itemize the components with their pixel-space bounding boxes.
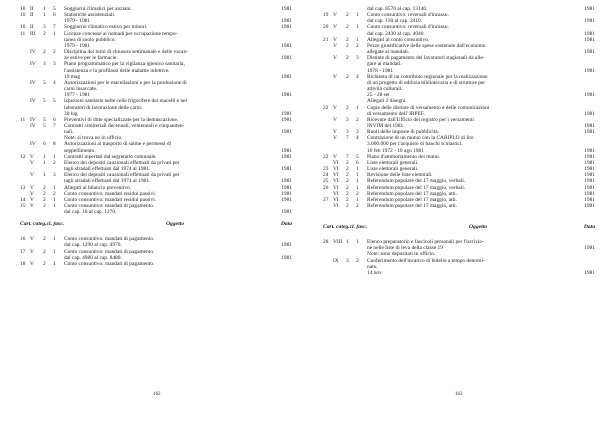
cell-fascicolo: 1 <box>356 239 359 246</box>
cell-categoria: II <box>30 12 34 19</box>
left-column-header <box>20 221 292 228</box>
cell-cartella <box>323 270 333 276</box>
cell-oggetto: Elenco dei depositi cauzionali effettuati da privati per <box>64 159 180 166</box>
cell-oggetto: Ispezioni sanitarie nelle celle frigorifere dei macelli e nei <box>64 98 188 105</box>
cell-data: 1981 <box>281 92 292 99</box>
cell-fascicolo: 6 <box>356 159 359 166</box>
cell-oggetto: carni insaccate. <box>64 86 98 93</box>
cell-oggetto: 3.000.000 per l'acquisto di banchi scolastici. <box>367 141 463 148</box>
cell-oggetto: Referendum popolare del 17 maggio, atti. <box>367 190 457 197</box>
cell-data: 1981 <box>584 245 595 252</box>
cell-categoria: IV <box>30 49 36 56</box>
cell-oggetto: Note: si trova no in ufficio. <box>64 135 123 142</box>
cell-data: 1981 <box>584 30 595 37</box>
cell-oggetto: 1979 - 1981 <box>64 42 91 49</box>
cell-classe: 2 <box>346 172 349 179</box>
cell-oggetto: Conto consuntivo: reversali d'incasso. <box>367 12 449 19</box>
cell-fascicolo: 1 <box>356 36 359 43</box>
cell-fascicolo: 3 <box>356 129 359 136</box>
cell-fascicolo: 1 <box>356 172 359 179</box>
cell-data: 1981 <box>281 18 292 25</box>
header-cart: Cart. categ.cl. fasc. <box>20 221 65 228</box>
cell-oggetto: tagli stradali effettuati dal 1974 al 1981. <box>64 166 151 173</box>
header-oggetto: Oggetto <box>468 224 488 231</box>
cell-categoria: II <box>30 24 34 31</box>
cell-oggetto: Contratti repertati dal segretario comunale. <box>64 153 157 160</box>
cell-categoria: V <box>333 104 337 111</box>
cell-data: 1981 <box>584 67 595 74</box>
cell-oggetto: Ricevute dall'Ufficio del registro per i versamenti <box>367 116 474 123</box>
cell-oggetto: dal cap. 130 al cap. 2410. <box>367 18 423 25</box>
cell-oggetto: Note: sono depositati in ufficio. <box>367 251 436 258</box>
cell-data: 1981 <box>584 269 595 276</box>
cell-oggetto: laboratori di lavorazione delle carni. <box>64 104 143 111</box>
cell-oggetto: Referendum popolare del 17 maggio, verbali. <box>367 178 466 185</box>
cell-fascicolo: 2 <box>53 49 56 56</box>
cell-data: 1981 <box>584 196 595 203</box>
cell-oggetto: Allegati al bilancio preventivo. <box>64 184 132 191</box>
cell-oggetto: attività culturali. <box>367 86 403 93</box>
cell-fascicolo: 1 <box>53 236 56 243</box>
cell-categoria <box>333 270 346 276</box>
cell-oggetto: Contrazione di un mutuo con la CARIPLO di lire <box>367 135 474 142</box>
cell-classe: 2 <box>43 236 46 243</box>
cell-classe: 2 <box>346 203 349 209</box>
cell-oggetto: Soggiorni climatici per anziani. <box>64 6 132 12</box>
cell-oggetto: Conto consuntivo: mandati di pagamento. <box>64 260 155 267</box>
cell-oggetto: l'assistenza e la profilassi delle malattie infettive. <box>64 67 170 74</box>
cell-data: 1981 <box>584 203 595 209</box>
cell-cartella: 24 <box>323 172 329 179</box>
cell-classe: 5 <box>43 122 46 129</box>
cell-fascicolo: 4 <box>356 73 359 80</box>
cell-oggetto: gare ai mandati. <box>367 61 402 68</box>
cell-fascicolo: 1 <box>356 178 359 185</box>
cell-fascicolo: 5 <box>53 98 56 105</box>
cell-oggetto: tagli stradali effettuati dal 1974 al 1981. <box>64 178 151 185</box>
right-page <box>323 6 595 276</box>
cell-data: 1981 <box>584 190 595 197</box>
cell-classe: 6 <box>43 141 46 148</box>
cell-oggetto: Conto consuntivo: mandati residui passivi. <box>64 196 157 203</box>
cell-categoria: V <box>333 116 337 123</box>
table-row <box>323 270 595 276</box>
cell-categoria: V <box>333 129 337 136</box>
cell-categoria: V <box>333 36 337 43</box>
cell-oggetto: Pezze giustificative delle spese sostenute dall'economo <box>367 42 486 49</box>
cell-oggetto: Piano d'ammortamento dei mutui. <box>367 153 441 160</box>
cell-oggetto: dal cap. 10 al cap. 1270. <box>64 209 117 216</box>
cell-fascicolo: 2 <box>356 116 359 123</box>
cell-classe: 1 <box>346 239 349 246</box>
cell-data: 1981 <box>281 147 292 154</box>
cell-classe: 2 <box>43 190 46 197</box>
cell-categoria: V <box>333 73 337 80</box>
cell-classe: 2 <box>43 248 46 255</box>
cell-oggetto: Referendum popolare del 17 maggio, atti. <box>367 203 457 209</box>
cell-data: 1981 <box>584 178 595 185</box>
cell-oggetto: Liste elettorali generali. <box>367 166 419 173</box>
cell-fascicolo: 1 <box>53 248 56 255</box>
cell-classe: 2 <box>43 184 46 191</box>
cell-categoria: VIII <box>333 239 343 246</box>
cell-oggetto: dal cap. 2430 al cap. 4040. <box>367 30 425 37</box>
cell-oggetto: Piano programmatico per la vigilanza igienico sanitaria, <box>64 61 185 68</box>
cell-oggetto: Ruoli delle imposte di pubblicità. <box>367 129 440 136</box>
cell-oggetto: Conto consuntivo: mandati residui passivi. <box>64 190 157 197</box>
cell-categoria: V <box>30 159 34 166</box>
cell-oggetto: Liste elettorali generali. <box>367 159 419 166</box>
header-oggetto: Oggetto <box>165 221 185 228</box>
cell-data: 1981 <box>281 242 292 249</box>
cell-categoria: VI <box>333 172 339 179</box>
cell-oggetto: Autorizzazioni per le macellazioni e per la produzione di <box>64 79 187 86</box>
cell-oggetto: dal cap. 8570 al cap. 13140. <box>367 6 428 12</box>
cell-cartella: 22 <box>323 153 329 160</box>
cell-categoria <box>30 209 43 215</box>
cell-fascicolo: 7 <box>53 122 56 129</box>
cell-cartella: 23 <box>323 166 329 173</box>
cell-fascicolo: 1 <box>356 196 359 203</box>
cell-cartella: 13 <box>20 184 26 191</box>
cell-oggetto: Licenze concesse ai nomadi per occupazione tempo- <box>64 30 178 37</box>
cell-oggetto: ne nelle liste di leva della classe 19 <box>367 245 443 252</box>
cell-data: 1981 <box>281 24 292 31</box>
cell-classe: 3 <box>346 129 349 136</box>
cell-oggetto: 25 - 28 set <box>367 92 390 99</box>
cell-fascicolo: 2 <box>53 190 56 197</box>
cell-data: 1981 <box>281 116 292 123</box>
left-page <box>20 6 292 267</box>
cell-oggetto: ranea di suolo pubblico. <box>64 36 116 43</box>
cell-fascicolo: 2 <box>356 42 359 49</box>
cell-data: 1981 <box>281 73 292 80</box>
cell-classe: 2 <box>346 55 349 62</box>
cell-categoria: V <box>333 24 337 31</box>
cell-categoria: V <box>30 153 34 160</box>
cell-classe: 2 <box>346 24 349 31</box>
cell-classe: 2 <box>346 166 349 173</box>
cell-classe: 2 <box>346 12 349 19</box>
cell-data <box>270 261 292 267</box>
cell-data: 1981 <box>584 166 595 173</box>
left-rows-top <box>20 6 292 215</box>
cell-cartella: 21 <box>323 36 329 43</box>
cell-classe: 2 <box>43 49 46 56</box>
cell-fascicolo: 2 <box>53 159 56 166</box>
cell-data: 1981 <box>584 92 595 99</box>
cell-oggetto: Richiesta di un contributo regionale per la realizzazione <box>367 73 488 80</box>
cell-cartella: 15 <box>20 203 26 209</box>
cell-categoria: V <box>333 12 337 19</box>
cell-data: 1981 <box>281 196 292 203</box>
cell-fascicolo: 3 <box>53 61 56 68</box>
cell-fascicolo: 2 <box>356 257 359 264</box>
cell-classe: 2 <box>346 159 349 166</box>
cell-classe: 2 <box>346 190 349 197</box>
cell-classe: 2 <box>43 203 46 209</box>
cell-oggetto: dal cap. 1290 al cap. 4970. <box>64 242 122 249</box>
cell-data: 1981 <box>584 49 595 56</box>
cell-oggetto: 1977 - 1981 <box>64 92 91 99</box>
cell-oggetto: Conto consuntivo: mandati di pagamento. <box>64 248 155 255</box>
cell-classe: 1 <box>43 159 46 166</box>
cell-categoria: IV <box>30 98 36 105</box>
header-data: Data <box>583 224 595 231</box>
cell-categoria: IV <box>30 79 36 86</box>
cell-data: 1981 <box>281 209 292 216</box>
cell-fascicolo <box>356 270 367 276</box>
cell-classe <box>346 270 356 276</box>
cell-fascicolo: 3 <box>53 172 56 179</box>
cell-cartella: 10 <box>20 12 26 19</box>
cell-cartella: 14 <box>20 196 26 203</box>
cell-data: 1981 <box>584 147 595 154</box>
cell-data: 1981 <box>281 166 292 173</box>
cell-categoria: VI <box>333 196 339 203</box>
cell-classe: 1 <box>43 153 46 160</box>
cell-classe: 1 <box>43 172 46 179</box>
cell-data: 1981 <box>281 254 292 261</box>
cell-categoria: V <box>30 203 34 209</box>
cell-cartella: 19 <box>323 12 329 19</box>
cell-fascicolo: 4 <box>356 135 359 142</box>
cell-fascicolo: 1 <box>53 30 56 37</box>
right-rows-bottom <box>323 239 595 276</box>
cell-data: 1981 <box>281 55 292 62</box>
cell-fascicolo: 8 <box>53 141 56 148</box>
cell-oggetto: Referendum popolare del 17 maggio, atti. <box>367 196 457 203</box>
cell-fascicolo: 1 <box>356 184 359 191</box>
cell-data: 1981 <box>584 159 595 166</box>
cell-categoria: V <box>333 153 337 160</box>
cell-classe: 2 <box>346 178 349 185</box>
cell-data: 1981 <box>584 129 595 136</box>
cell-classe: 2 <box>346 196 349 203</box>
cell-data: 1981 <box>584 36 595 43</box>
cell-classe: 2 <box>346 104 349 111</box>
cell-oggetto: Elenco dei depositi cauzionali effettuati da privati per <box>64 172 180 179</box>
cell-cartella: 17 <box>20 248 26 255</box>
cell-categoria: V <box>30 196 34 203</box>
cell-oggetto: Revisione delle liste elettorali. <box>367 172 433 179</box>
cell-data: 1981 <box>281 190 292 197</box>
cell-fascicolo: 1 <box>356 24 359 31</box>
cell-data: 1981 <box>584 122 595 129</box>
cell-fascicolo: 1 <box>53 196 56 203</box>
cell-cartella: 11 <box>20 116 26 123</box>
cell-classe: 1 <box>43 6 46 12</box>
cell-fascicolo: 1 <box>53 184 56 191</box>
cell-cartella: 25 <box>323 178 329 185</box>
cell-data: 1981 <box>584 153 595 160</box>
cell-oggetto: Conto consuntivo: reversali d'incasso. <box>367 24 449 31</box>
cell-fascicolo: 1 <box>356 104 359 111</box>
cell-classe <box>43 209 53 215</box>
cell-classe: 7 <box>346 135 349 142</box>
cell-classe: 7 <box>346 153 349 160</box>
cell-fascicolo: 2 <box>356 190 359 197</box>
cell-classe: 2 <box>43 30 46 37</box>
cell-oggetto: Copie delle distinte di versamento e delle comunicazioni <box>367 104 490 111</box>
cell-categoria: IX <box>333 257 339 264</box>
cell-data: 1981 <box>584 184 595 191</box>
cell-fascicolo: 5 <box>356 153 359 160</box>
cell-categoria: V <box>30 236 34 243</box>
cell-oggetto: dal cap. 4980 al cap. 8480. <box>64 254 122 261</box>
cell-oggetto: nato. <box>367 263 378 270</box>
left-page-number: 162 <box>153 392 161 397</box>
cell-cartella: 12 <box>20 153 26 160</box>
cell-oggetto: Conto consuntivo: mandati di pagamento. <box>64 203 155 209</box>
cell-data: 1981 <box>281 153 292 160</box>
cell-fascicolo: 3 <box>356 55 359 62</box>
cell-cartella: 28 <box>323 239 329 246</box>
cell-classe: 3 <box>43 24 46 31</box>
cell-categoria: VI <box>333 166 339 173</box>
cell-categoria: VI <box>333 159 339 166</box>
cell-data: 1981 <box>281 184 292 191</box>
right-rows-top <box>323 6 595 209</box>
left-rows-bottom <box>20 236 292 267</box>
cell-oggetto: Preventivi di ditte specializzate per la demuscazione. <box>64 116 179 123</box>
cell-fascicolo: 1 <box>356 12 359 19</box>
cell-fascicolo: 1 <box>53 260 56 267</box>
table-row <box>323 203 595 209</box>
cell-categoria: V <box>30 248 34 255</box>
cell-cartella <box>20 209 30 215</box>
cell-data: 1981 <box>584 172 595 179</box>
cell-data: 1981 <box>281 6 292 12</box>
cell-oggetto: INVIM del 1981. <box>367 122 405 129</box>
cell-oggetto: Statistiche assistenziali. <box>64 12 116 19</box>
cell-categoria: V <box>30 260 34 267</box>
cell-oggetto: 1978 - 1981 <box>367 67 394 74</box>
cell-data: 1981 <box>281 178 292 185</box>
cell-oggetto: Autorizzazioni al trasporto di salme e permessi di <box>64 141 172 148</box>
cell-fascicolo: 6 <box>53 116 56 123</box>
cell-classe: 2 <box>346 73 349 80</box>
cell-cartella: 18 <box>20 260 26 267</box>
cell-classe: 2 <box>346 184 349 191</box>
cell-cartella <box>323 203 333 209</box>
cell-fascicolo: 1 <box>53 203 56 209</box>
cell-categoria: VI <box>333 184 339 191</box>
cell-oggetto: Allegati al conto consuntivo. <box>367 36 430 43</box>
cell-data: 1981 <box>584 18 595 25</box>
cell-categoria: IV <box>30 61 36 68</box>
cell-fascicolo: 2 <box>356 203 359 209</box>
cell-categoria: VI <box>333 178 339 185</box>
cell-classe: 5 <box>43 116 46 123</box>
cell-data: 1981 <box>281 129 292 136</box>
cell-data: 1981 <box>584 6 595 12</box>
header-cart: Cart. categ.cl. fasc. <box>323 224 368 231</box>
cell-oggetto: seppellimento. <box>64 147 96 154</box>
cell-categoria: IV <box>30 122 36 129</box>
cell-oggetto: 14 nov <box>367 269 382 276</box>
cell-oggetto: ze estive per le farmacie. <box>64 55 118 62</box>
cell-categoria: V <box>333 42 337 49</box>
cell-classe: 2 <box>346 42 349 49</box>
cell-categoria: IV <box>30 141 36 148</box>
cell-cartella: 16 <box>20 236 26 243</box>
cell-fascicolo: 5 <box>53 6 56 12</box>
cell-categoria: V <box>30 184 34 191</box>
cell-fascicolo: 6 <box>53 12 56 19</box>
cell-oggetto: 1979 - 1981 <box>64 18 91 25</box>
cell-fascicolo: 1 <box>53 153 56 160</box>
cell-fascicolo: 7 <box>53 24 56 31</box>
cell-categoria: IV <box>30 116 36 123</box>
cell-data: 1981 <box>281 110 292 117</box>
cell-cartella: 11 <box>20 30 26 37</box>
cell-oggetto: 19 mag <box>64 73 81 80</box>
cell-categoria: V <box>333 135 337 142</box>
right-column-header <box>323 224 595 231</box>
cell-oggetto: Allegati 2 disegni. <box>367 98 407 105</box>
cell-categoria: V <box>333 55 337 62</box>
table-row <box>20 209 292 215</box>
cell-oggetto: Referendum popolare del 17 maggio, verbali. <box>367 184 466 191</box>
cell-fascicolo: 1 <box>356 166 359 173</box>
cell-oggetto: Conferimento dell'incarico di bidello a tempo determi- <box>367 257 485 264</box>
cell-fascicolo <box>53 209 64 215</box>
cell-cartella: 22 <box>323 104 329 111</box>
cell-classe: 5 <box>43 79 46 86</box>
cell-oggetto: di un progetto di edilizia bibliotecaria e di strutture per <box>367 79 486 86</box>
cell-oggetto: 30 lug <box>64 110 78 117</box>
cell-data: 1981 <box>584 110 595 117</box>
cell-categoria: III <box>30 30 36 37</box>
cell-oggetto: Conto consuntivo: mandati di pagamento. <box>64 236 155 243</box>
cell-oggetto: 10 feb 1972 - 10 ago 1981 <box>367 147 424 154</box>
cell-classe: 3 <box>43 61 46 68</box>
cell-cartella: 10 <box>20 24 26 31</box>
cell-categoria: II <box>30 6 34 12</box>
cell-classe: 2 <box>346 36 349 43</box>
cell-cartella: 27 <box>323 196 329 203</box>
cell-categoria: V <box>30 172 34 179</box>
cell-classe: 2 <box>43 260 46 267</box>
cell-oggetto: Disciplina dei turni di chiusura settimanale e delle vacan- <box>64 49 188 56</box>
cell-classe: 1 <box>43 12 46 19</box>
cell-classe: 5 <box>43 98 46 105</box>
cell-oggetto: Soggiorno climatico estivo per minori. <box>64 24 148 31</box>
cell-cartella: 10 <box>20 6 26 12</box>
header-data: Data <box>280 221 292 228</box>
right-page-number: 163 <box>455 392 463 397</box>
cell-classe: 3 <box>346 257 349 264</box>
cell-cartella: 26 <box>323 184 329 191</box>
cell-classe: 2 <box>43 196 46 203</box>
cell-oggetto: Contratti cimiteriali decennali, ventennali e cinquanten- <box>64 122 185 129</box>
cell-oggetto: Distinte di pagamento dei lavoratori stagionali da alle- <box>367 55 485 62</box>
cell-oggetto: Elenco preparatorio e fascicoli personali per l'iscrizio- <box>367 239 484 246</box>
cell-classe: 3 <box>346 116 349 123</box>
cell-oggetto: di versamento dell' IRPEF. <box>367 110 425 117</box>
cell-cartella: 20 <box>323 24 329 31</box>
cell-fascicolo: 4 <box>53 79 56 86</box>
cell-categoria: VI <box>333 203 339 209</box>
cell-data: 1981 <box>281 42 292 49</box>
cell-categoria: V <box>30 190 34 197</box>
table-row <box>20 261 292 267</box>
cell-oggetto: nali. <box>64 129 74 136</box>
cell-oggetto: allegate ai mandati. <box>367 49 410 56</box>
cell-categoria: VI <box>333 190 339 197</box>
